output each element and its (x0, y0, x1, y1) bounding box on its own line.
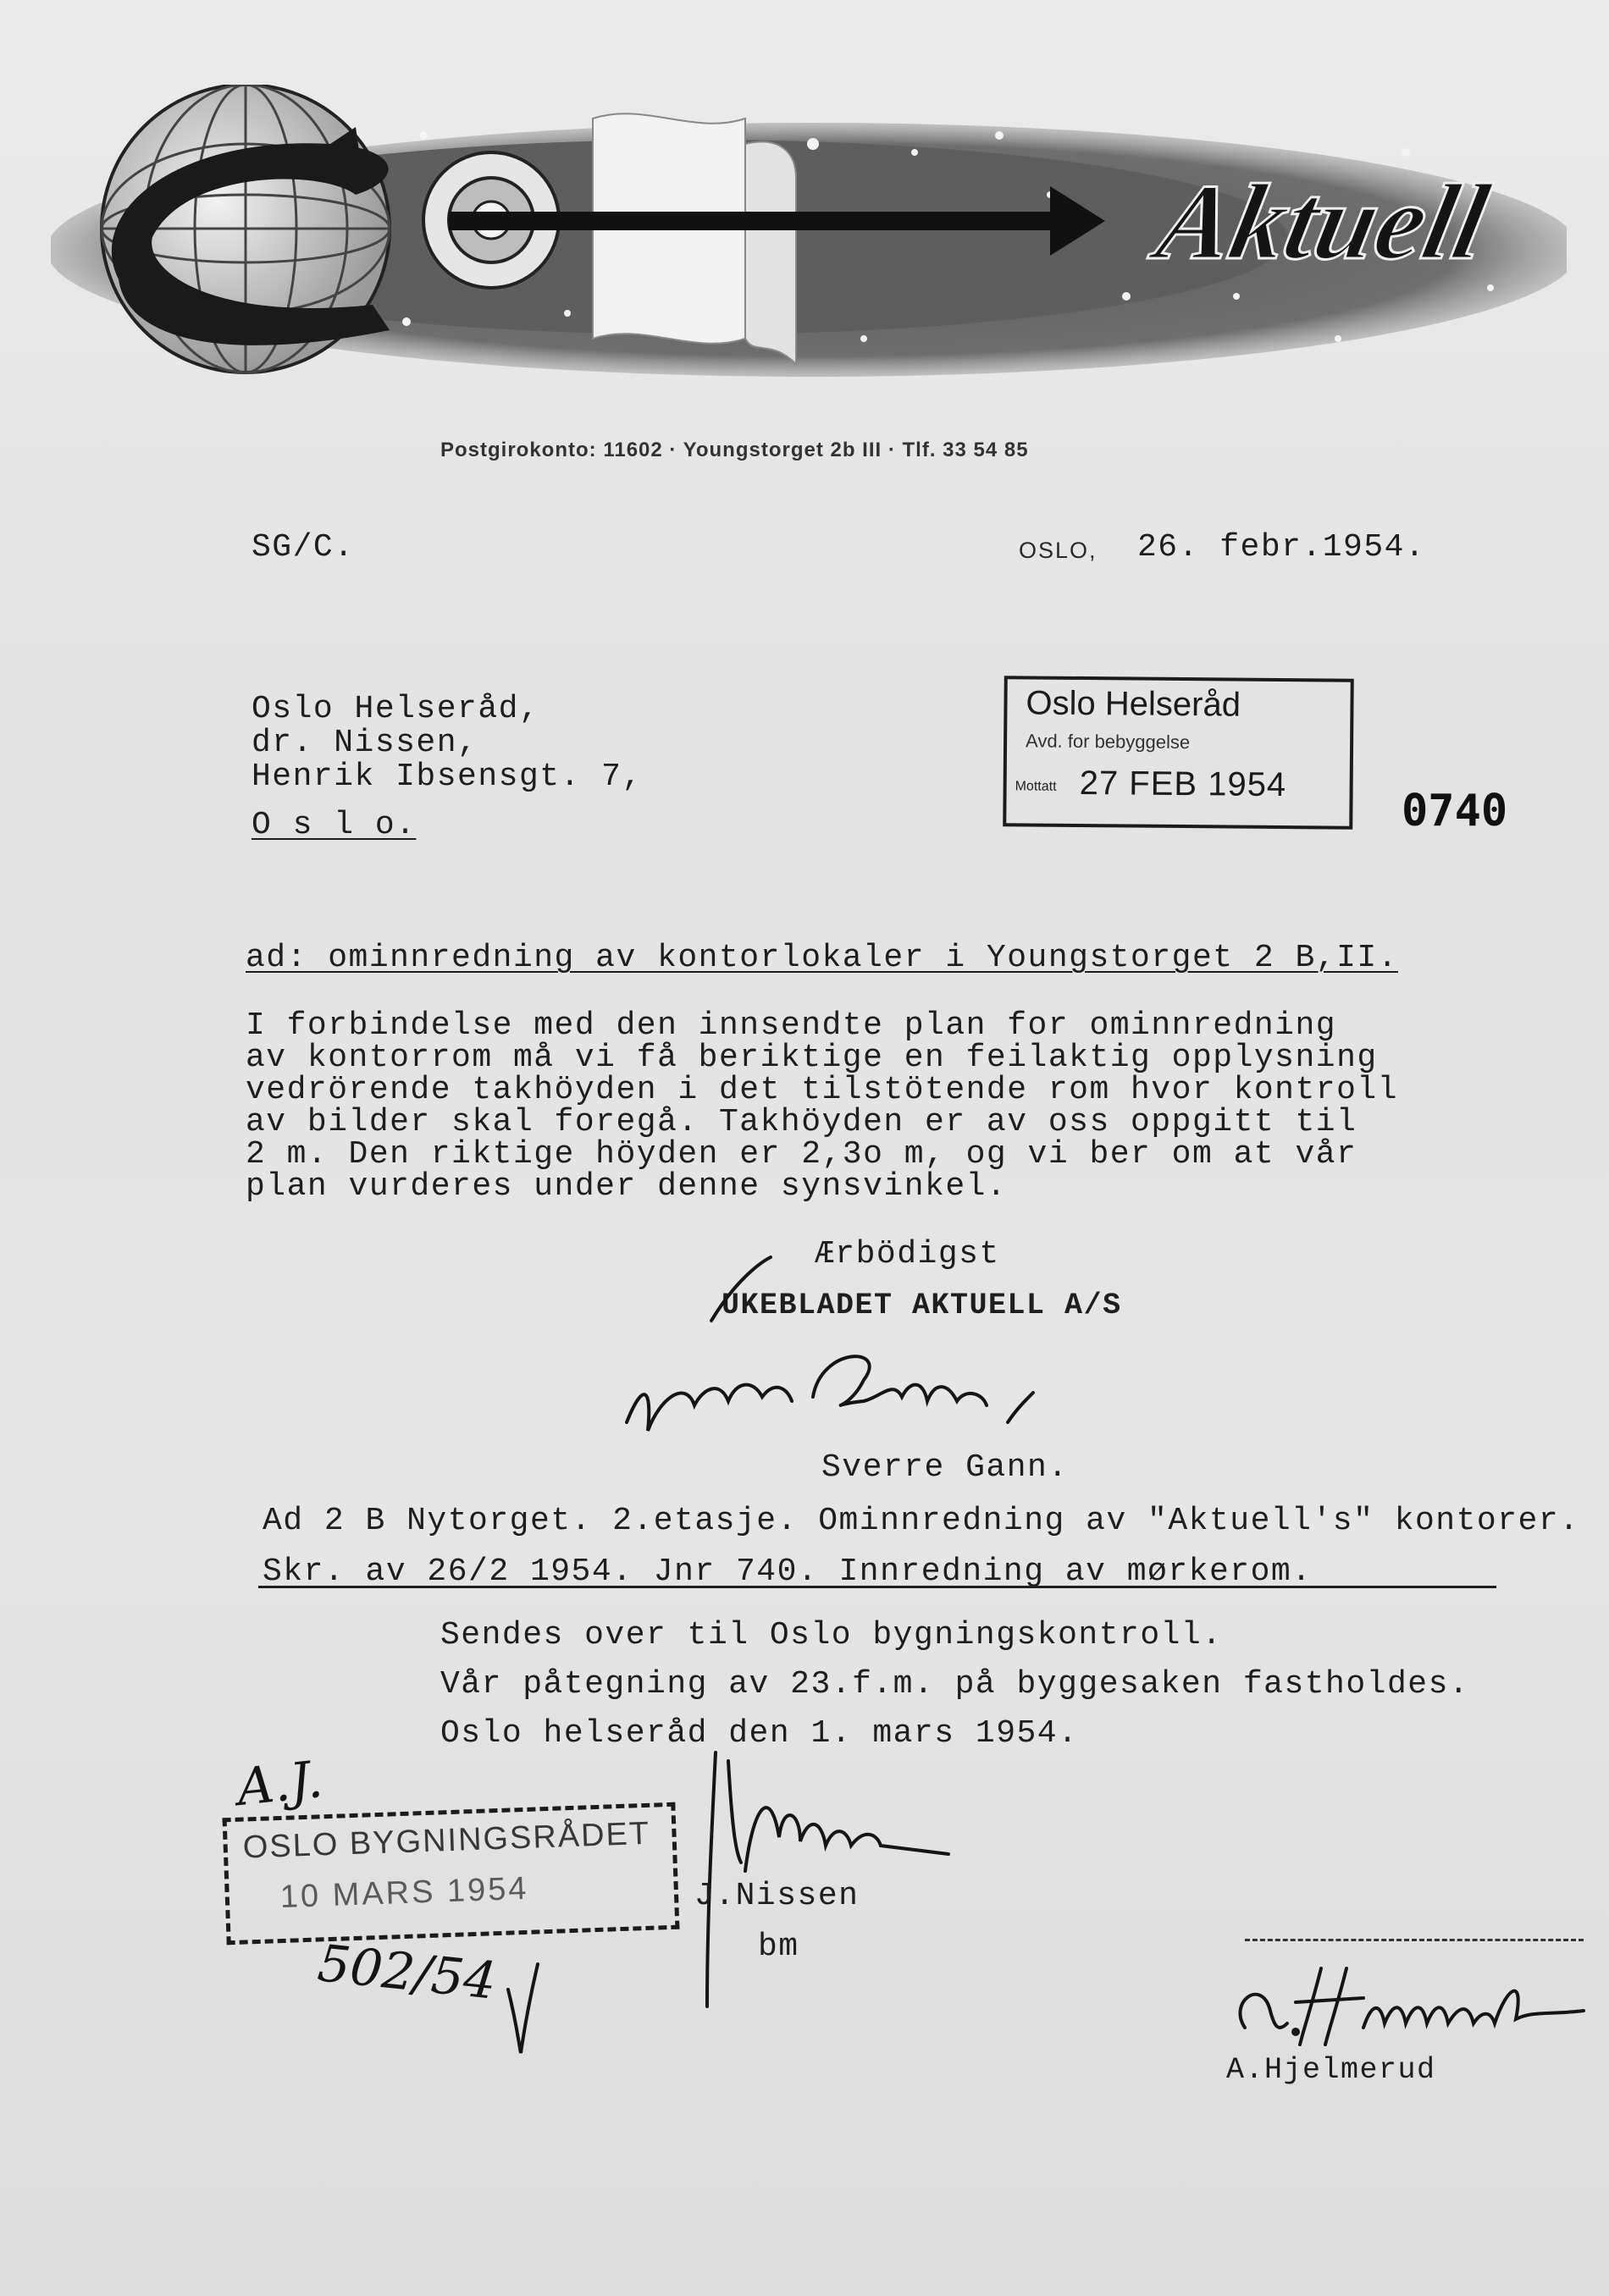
endorsement-signatory-name: J.Nissen (694, 1878, 860, 1914)
handwritten-case-number: 502/54 (314, 1934, 500, 2012)
company-name: UKEBLADET AKTUELL A/S (722, 1289, 1122, 1322)
building-department-stamp (223, 1802, 680, 1946)
second-signatory-name: A.Hjelmerud (1226, 2053, 1436, 2087)
sverre-gann-signature (610, 1253, 1101, 1456)
recipient-line-1: Oslo Helseråd, (252, 691, 540, 727)
nissen-signature (694, 1736, 965, 2015)
date-place: OSLO, (1019, 538, 1098, 563)
annotation-underline (258, 1586, 1496, 1588)
reference-code: SG/C. (252, 529, 355, 566)
received-stamp-prefix: Mottatt (1015, 779, 1057, 794)
letter-date: 26. febr.1954. (1137, 529, 1426, 566)
closing-salutation: Ærbödigst (815, 1236, 1000, 1272)
letter-subject: ad: ominnredning av kontorlokaler i Youngstorget 2 B,II. (246, 940, 1399, 976)
journal-number: 0740 (1402, 786, 1508, 836)
letterhead-address-line: Postgirokonto: 11602 · Youngstorget 2b III · Tlf. 33 54 85 (440, 439, 1029, 461)
endorsement-line-1: Sendes over til Oslo bygningskontroll. (440, 1617, 1223, 1653)
signatory-name: Sverre Gann. (821, 1449, 1069, 1486)
received-stamp-date: 27 FEB 1954 (1079, 764, 1287, 804)
annotation-line-1: Ad 2 B Nytorget. 2.etasje. Ominnredning av "Aktuell's" kontorer. (263, 1503, 1580, 1539)
endorsement-line-2: Vår påtegning av 23.f.m. på byggesaken fastholdes. (440, 1666, 1470, 1703)
brand-wordmark: Aktuell (1147, 162, 1499, 282)
handwritten-initials: A.J. (234, 1749, 326, 1819)
hjelmerud-signature (1211, 1951, 1601, 2061)
annotation-line-2: Skr. av 26/2 1954. Jnr 740. Innredning av mørkerom. (263, 1554, 1313, 1590)
recipient-city: O s l o. (252, 807, 417, 843)
checkmark-icon (500, 1956, 542, 2057)
body-line-6: plan vurderes under denne synsvinkel. (246, 1168, 1008, 1205)
recipient-line-3: Henrik Ibsensgt. 7, (252, 759, 643, 795)
aktuell-letterhead-logo (51, 85, 1567, 423)
body-line-5: 2 m. Den riktige höyden er 2,3o m, og vi ber om at vår (246, 1136, 1357, 1173)
signature-dashed-rule (1245, 1939, 1584, 1941)
paper-scroll-icon (593, 113, 796, 364)
recipient-line-2: dr. Nissen, (252, 725, 478, 761)
body-line-4: av bilder skal foregå. Takhöyden er av oss oppgitt til (246, 1104, 1357, 1140)
received-stamp-line-1: Oslo Helseråd (1026, 684, 1241, 724)
received-stamp (1003, 676, 1354, 830)
globe-icon (102, 85, 390, 373)
body-line-3: vedrörende takhöyden i det tilstötende rom hvor kontroll (246, 1072, 1399, 1108)
received-stamp-line-2: Avd. for bebyggelse (1026, 730, 1191, 753)
building-stamp-line-2: 10 MARS 1954 (279, 1870, 530, 1916)
endorsement-line-3: Oslo helseråd den 1. mars 1954. (440, 1715, 1079, 1752)
endorsement-signatory-initials: bm (758, 1929, 799, 1965)
body-line-2: av kontorrom må vi få beriktige en feilaktig opplysning (246, 1040, 1378, 1076)
body-line-1: I forbindelse med den innsendte plan for ominnredning (246, 1007, 1337, 1044)
building-stamp-line-1: OSLO BYGNINGSRÅDET (242, 1815, 651, 1866)
